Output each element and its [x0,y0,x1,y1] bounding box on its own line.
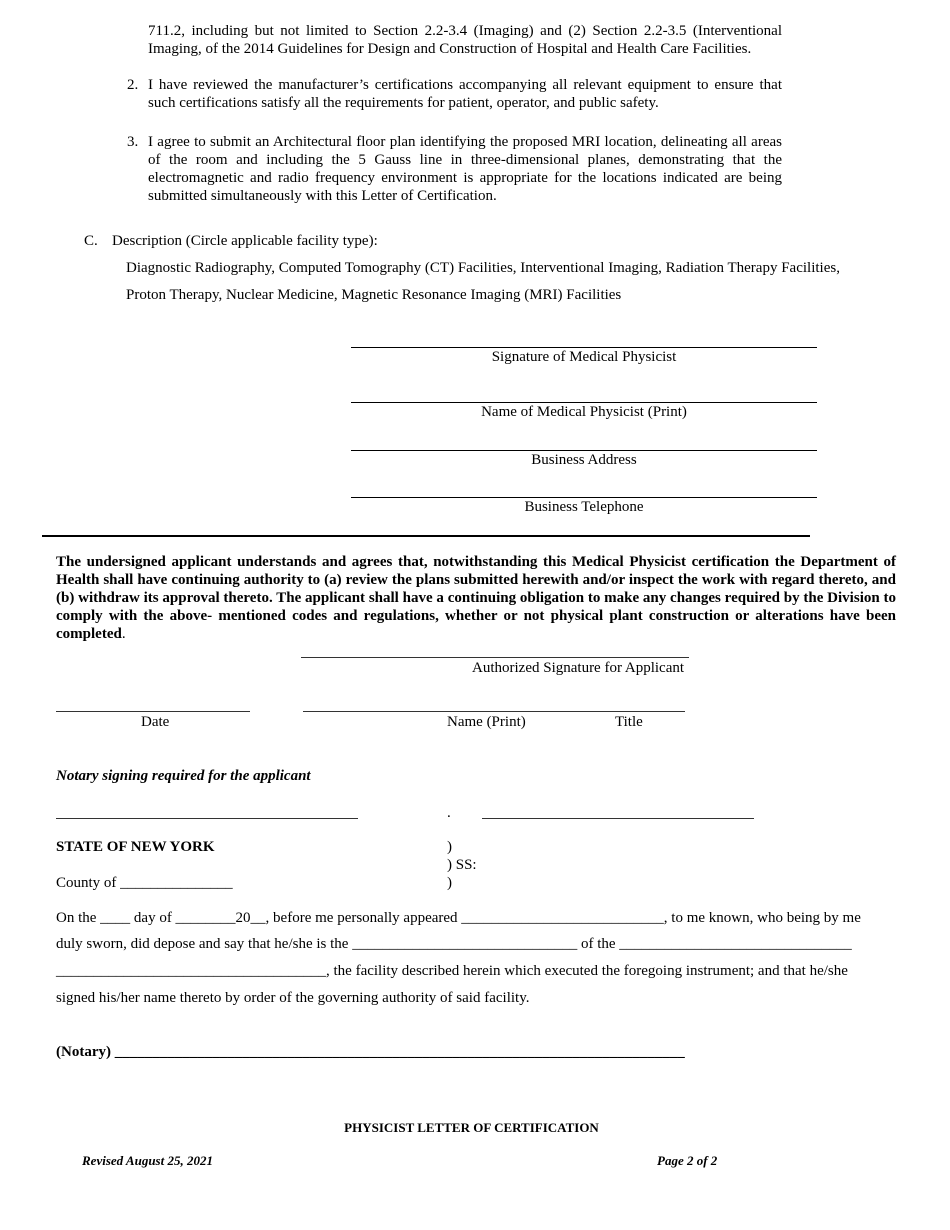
item-number-3: 3. [127,134,139,150]
physicist-signature-label: Signature of Medical Physicist [491,349,677,365]
title-label: Title [615,714,643,730]
facility-types-line-2: Proton Therapy, Nuclear Medicine, Magnetic Resonance Imaging (MRI) Facilities [126,287,622,303]
acknowledgment-line-1[interactable]: On the ____ day of ________20__, before me personally appeared ___________________________, to me known, who being by me [56,910,861,926]
section-divider [42,535,810,537]
business-address-label: Business Address [531,452,637,468]
applicant-statement [56,553,896,643]
item-3-text: I agree to submit an Architectural floor plan identifying the proposed MRI location, delineating all areas of the room and including the 5 Gauss line in three-dimensional planes, demonstrating that the electromagnetic and radio frequency environment is appropriate for the locations indicated are being submitted simultaneously with this Letter of Certification. [148,134,782,204]
item-number-2: 2. [127,77,139,93]
acknowledgment-line-3[interactable]: ____________________________________, the facility described herein which executed the foregoing instrument; and that he/she [56,963,848,979]
notary-blank-line-right[interactable] [482,818,754,819]
section-c-heading: Description (Circle applicable facility type): [112,233,378,249]
revised-date: Revised August 25, 2021 [82,1153,213,1168]
venue-ss: ) SS: [447,857,477,873]
page-number: Page 2 of 2 [657,1153,718,1168]
venue-paren-1: ) [447,839,452,855]
footer-title: PHYSICIST LETTER OF CERTIFICATION [344,1120,599,1135]
acknowledgment-line-4: signed his/her name thereto by order of the governing authority of said facility. [56,990,530,1006]
acknowledgment-line-2[interactable]: duly sworn, did depose and say that he/she is the ______________________________ of the _______________________________ [56,936,852,952]
date-line[interactable] [56,711,250,712]
physicist-name-label: Name of Medical Physicist (Print) [481,404,687,420]
venue-paren-3: ) [447,875,452,891]
facility-types-line-1: Diagnostic Radiography, Computed Tomography (CT) Facilities, Interventional Imaging, Radiation Therapy Facilities, [126,260,840,276]
item-2-text: I have reviewed the manufacturer’s certifications accompanying all relevant equipment to ensure that such certifications satisfy all the requirements for patient, operator, and public safety. [148,77,782,111]
authorized-signature-line[interactable] [301,657,689,658]
notary-blank-line-left[interactable] [56,818,358,819]
section-c-letter: C. [84,233,98,249]
date-label: Date [141,714,170,730]
authorized-signature-label: Authorized Signature for Applicant [472,660,685,676]
applicant-statement-period: . [121,626,126,642]
state-label: STATE OF NEW YORK [56,839,215,855]
notary-required-note: Notary signing required for the applicant [56,768,311,784]
notary-signature-field[interactable]: (Notary) ____________________________________________________________________________ [56,1044,685,1060]
section-b-continuation: 711.2, including but not limited to Section 2.2-3.4 (Imaging) and (2) Section 2.2-3.5 (Interventional Imaging, of the 2014 Guidelines for Design and Construction of Hospital and Health Care Facilities. [148,23,782,57]
county-field[interactable]: County of _______________ [56,875,233,891]
name-print-label: Name (Print) [447,714,526,730]
notary-dot: . [447,805,451,821]
business-telephone-label: Business Telephone [524,499,644,515]
applicant-statement-text: The undersigned applicant understands and agrees that, notwithstanding this Medical Physicist certification the Department of Health shall have continuing authority to (a) review the plans submitted herewith and/or inspect the work with regard thereto, and (b) withdraw its approval thereto. The applicant shall have a continuing obligation to make any changes required by the Division to comply with the above- mentioned codes and regulations, whether or not physical plant construction or alterations have been completed [56,554,896,642]
name-title-line[interactable] [303,711,685,712]
